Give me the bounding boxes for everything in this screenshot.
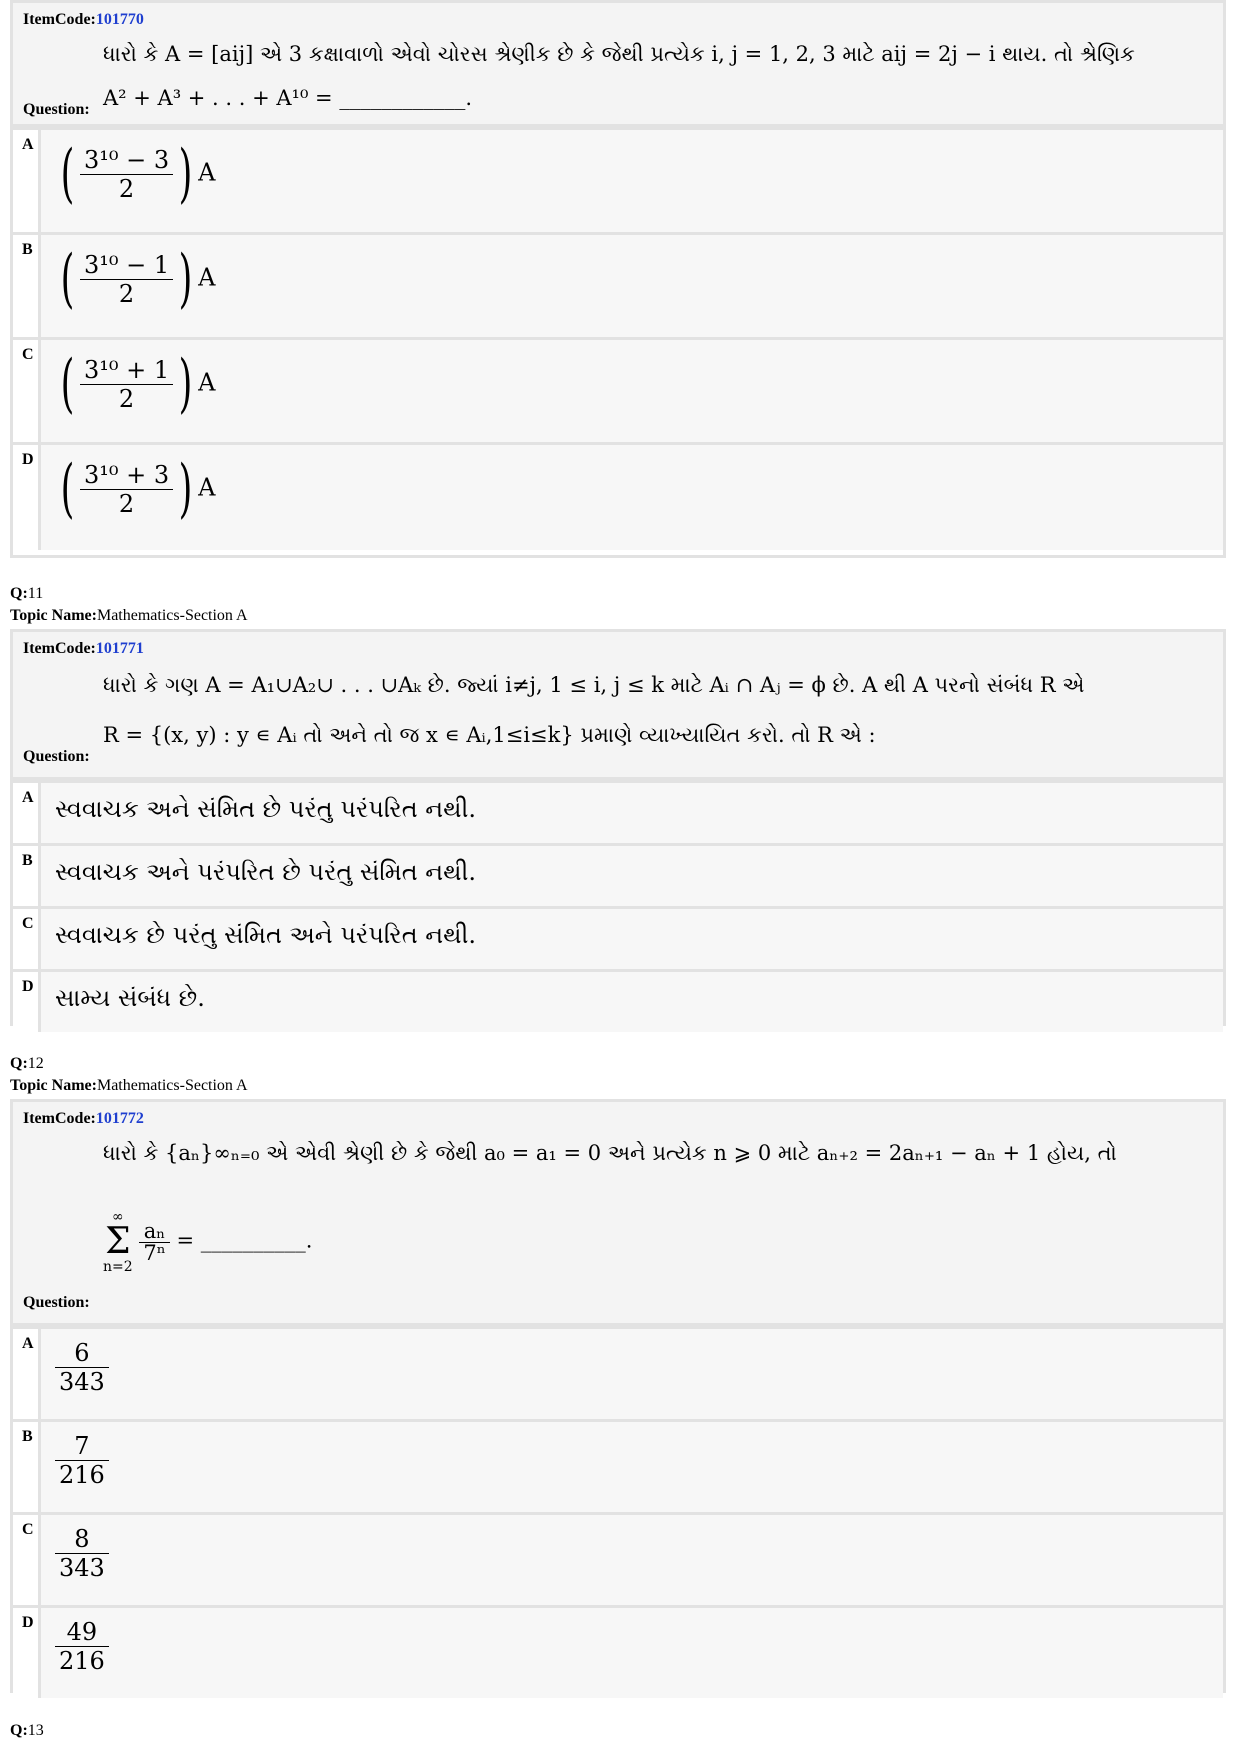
option-row-d[interactable]: [13, 442, 1223, 550]
option-value: $\frac{8}{343}$: [55, 1525, 109, 1582]
option-label: D: [13, 445, 41, 550]
option-value: ( $\frac{\text{3¹⁰ − 1}}{2}$ ) A: [60, 242, 216, 316]
question-number: Q:13: [10, 1722, 44, 1739]
option-row-a[interactable]: [13, 127, 1223, 232]
option-label: C: [13, 1515, 41, 1605]
question-number: Q:11: [10, 585, 44, 602]
option-value: ( $\frac{\text{3¹⁰ + 1}}{2}$ ) A: [60, 347, 216, 421]
question-block-12: [10, 1099, 1226, 1693]
question-row: [13, 1102, 1223, 1326]
question-text-line-2: R = {(x, y) : y ∊ Aᵢ તો અને તો જ x ∊ Aᵢ,1≤i≤k} પ્રમાણે વ્યાખ્યાયિત કરો. તો R એ :: [103, 723, 876, 747]
item-code: ItemCode:101771: [23, 640, 144, 657]
topic-name: Topic Name:Mathematics-Section A: [10, 1077, 248, 1094]
summation: ∞ Σ n=2 $\frac{\text{aₙ}}{\text{7ⁿ}}$ = __________.: [103, 1209, 313, 1275]
option-label: C: [13, 909, 41, 969]
option-label: D: [13, 972, 41, 1032]
option-row-b[interactable]: [13, 843, 1223, 906]
option-label: B: [13, 1422, 41, 1512]
question-block-11: [10, 629, 1226, 1026]
question-text-line-2: A² + A³ + . . . + A¹⁰ = ____________.: [103, 86, 473, 110]
option-row-a[interactable]: [13, 780, 1223, 843]
option-label: B: [13, 846, 41, 906]
question-text-line-1: ધારો કે A = [aij] એ 3 કક્ષાવાળો એવો ચોરસ શ્રેણીક છે કે જેથી પ્રત્યેક i, j = 1, 2, 3 માટે aij = 2j − i થાય. તો શ્રેણિક: [103, 42, 1135, 66]
option-row-d[interactable]: [13, 969, 1223, 1032]
item-code: ItemCode:101770: [23, 11, 144, 28]
question-text-line-1: ધારો કે ગણ A = A₁∪A₂∪ . . . ∪Aₖ છે. જ્યાં i≠j, 1 ≤ i, j ≤ k માટે Aᵢ ∩ Aⱼ = ϕ છે. A થી A પરનો સંબંધ R એ: [103, 673, 1085, 697]
option-value: $\frac{6}{343}$: [55, 1339, 109, 1396]
topic-name: Topic Name:Mathematics-Section A: [10, 607, 248, 624]
option-label: A: [13, 130, 41, 232]
option-row-b[interactable]: [13, 232, 1223, 337]
option-row-d[interactable]: [13, 1605, 1223, 1698]
option-value: ( $\frac{\text{3¹⁰ − 3}}{2}$ ) A: [60, 137, 216, 211]
option-value: સ્વવાચક અને સંમિત છે પરંતુ પરંપરિત નથી.: [55, 795, 477, 823]
question-row: [13, 3, 1223, 127]
question-block-10: [10, 0, 1226, 558]
option-row-c[interactable]: [13, 1512, 1223, 1605]
option-value: સામ્ય સંબંધ છે.: [55, 984, 205, 1012]
option-label: D: [13, 1608, 41, 1698]
option-row-c[interactable]: [13, 337, 1223, 442]
question-number: Q:12: [10, 1055, 44, 1072]
question-text-line-1: ધારો કે {aₙ}∞ₙ₌₀ એ એવી શ્રેણી છે કે જેથી a₀ = a₁ = 0 અને પ્રત્યેક n ⩾ 0 માટે aₙ₊₂ = 2aₙ₊₁ − aₙ + 1 હોય, તો: [103, 1141, 1117, 1165]
option-label: B: [13, 235, 41, 337]
option-label: A: [13, 783, 41, 843]
question-label: Question:: [23, 101, 90, 118]
question-label: Question:: [23, 1294, 90, 1311]
question-row: [13, 632, 1223, 780]
question-label: Question:: [23, 748, 90, 765]
option-value: $\frac{49}{216}$: [55, 1618, 109, 1675]
option-label: A: [13, 1329, 41, 1419]
item-code: ItemCode:101772: [23, 1110, 144, 1127]
option-value: સ્વવાચક અને પરંપરિત છે પરંતુ સંમિત નથી.: [55, 858, 477, 886]
option-row-b[interactable]: [13, 1419, 1223, 1512]
option-value: ( $\frac{\text{3¹⁰ + 3}}{2}$ ) A: [60, 452, 216, 526]
option-row-a[interactable]: [13, 1326, 1223, 1419]
option-label: C: [13, 340, 41, 442]
option-value: $\frac{7}{216}$: [55, 1432, 109, 1489]
option-value: સ્વવાચક છે પરંતુ સંમિત અને પરંપરિત નથી.: [55, 921, 477, 949]
option-row-c[interactable]: [13, 906, 1223, 969]
